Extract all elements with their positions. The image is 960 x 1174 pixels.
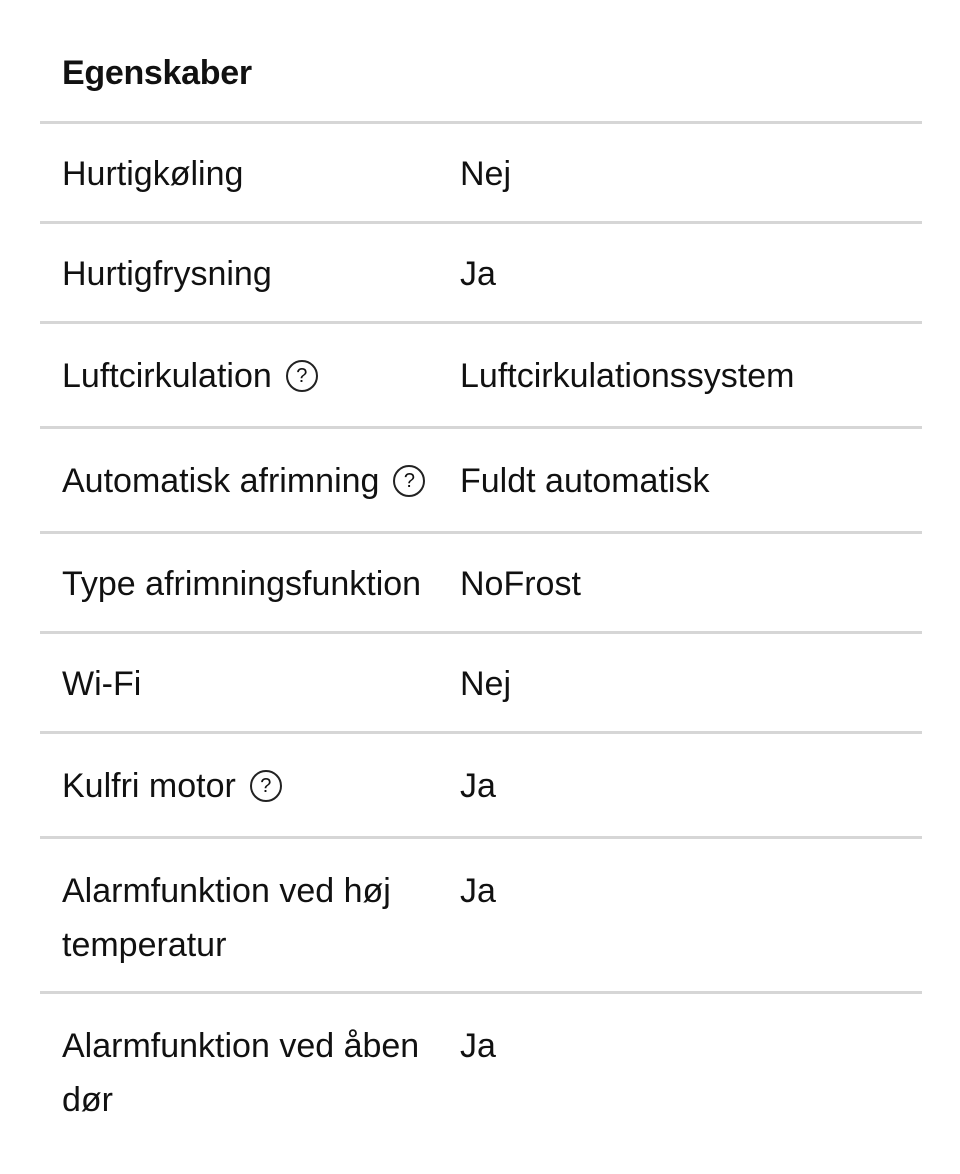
spec-label: Luftcirkulation ? <box>40 349 460 403</box>
spec-label: Alarmfunktion ved åben dør <box>62 1027 420 1119</box>
spec-value: Luftcirkulationssystem <box>460 357 795 395</box>
table-row <box>40 124 922 224</box>
table-row <box>40 429 922 534</box>
question-circle-icon[interactable]: ? <box>250 770 282 802</box>
spec-value: Nej <box>460 665 512 703</box>
table-row <box>40 994 922 1149</box>
spec-label: Hurtigkøling <box>62 155 244 193</box>
spec-label: Type afrimningsfunktion <box>62 565 422 603</box>
spec-label: Alarmfunktion ved høj temperatur <box>62 872 391 964</box>
spec-table <box>40 121 922 1149</box>
spec-value: Ja <box>460 872 496 910</box>
spec-label: Automatisk afrimning ? <box>40 454 460 508</box>
table-row <box>40 734 922 839</box>
spec-label: Hurtigfrysning <box>62 255 272 293</box>
spec-value: Ja <box>460 767 496 805</box>
table-row <box>40 634 922 734</box>
spec-value: Ja <box>460 1027 496 1065</box>
table-row <box>40 324 922 429</box>
table-row <box>40 839 922 994</box>
table-row <box>40 534 922 634</box>
spec-label: Kulfri motor ? <box>40 759 460 813</box>
spec-value: Nej <box>460 155 512 193</box>
section-title: Egenskaber <box>62 54 252 92</box>
spec-value: Ja <box>460 255 496 293</box>
spec-label: Wi-Fi <box>62 665 142 703</box>
spec-value: NoFrost <box>460 565 581 603</box>
question-circle-icon[interactable]: ? <box>286 360 318 392</box>
spec-value: Fuldt automatisk <box>460 462 710 500</box>
table-row <box>40 224 922 324</box>
question-circle-icon[interactable]: ? <box>393 465 425 497</box>
